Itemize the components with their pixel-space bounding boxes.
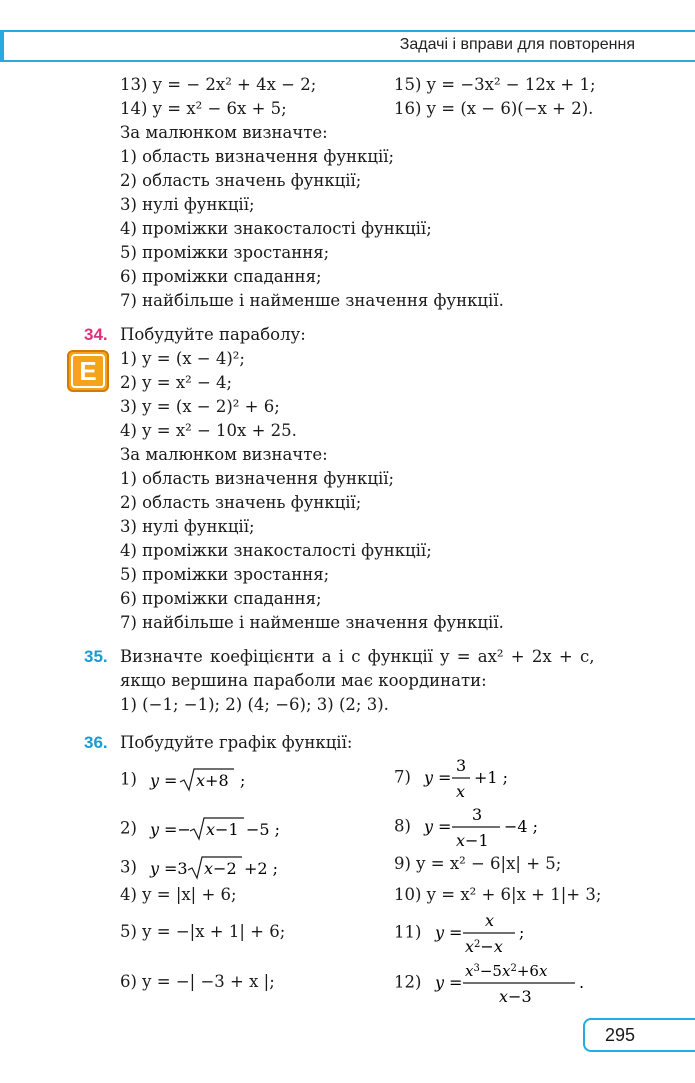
svg-text:=: = <box>448 923 463 942</box>
svg-text:y: y <box>150 771 160 790</box>
formula-11 <box>394 908 557 958</box>
svg-text:x−3: x−3 <box>498 987 532 1006</box>
function-item: 2) y = x² − 4; <box>120 373 233 392</box>
function-item: 3) y = (x − 2)² + 6; <box>120 397 280 416</box>
svg-text:y: y <box>434 923 444 942</box>
formula-2 <box>120 815 302 843</box>
formula-svg <box>427 908 557 958</box>
item-number: 11) <box>394 922 422 942</box>
formula-6: 6) y = −| −3 + x |; <box>120 972 275 991</box>
exercise-text: Визначте коефіцієнти a і c функції y = ax² + 2x + c, <box>120 647 595 666</box>
formula-12 <box>394 958 597 1008</box>
formula-svg <box>427 958 597 1008</box>
item-number: 3) <box>120 857 137 877</box>
formula-10: 10) y = x² + 6|x + 1|+ 3; <box>394 885 602 904</box>
item-number: 7) <box>394 767 411 787</box>
list-item: 4) проміжки знакосталості функції; <box>120 219 432 238</box>
svg-text:=: = <box>448 973 463 992</box>
function-13: 13) y = − 2x² + 4x − 2; <box>120 75 317 94</box>
function-item: 1) y = (x − 4)²; <box>120 349 245 368</box>
exercise-title: Побудуйте параболу: <box>120 325 306 344</box>
svg-text:=: = <box>438 768 452 787</box>
list-item: 7) найбільше і найменше значення функції. <box>120 613 504 632</box>
formula-svg <box>142 854 302 882</box>
list-item: 7) найбільше і найменше значення функції. <box>120 291 504 310</box>
formula-svg <box>416 802 556 852</box>
svg-text:x−1: x−1 <box>456 831 489 850</box>
level-badge-letter: Е <box>71 354 105 388</box>
svg-text:;: ; <box>518 923 525 942</box>
list-item: 5) проміжки зростання; <box>120 243 330 262</box>
svg-text:x+8: x+8 <box>196 771 229 790</box>
header-left-bar <box>0 30 4 62</box>
svg-text:x−2: x−2 <box>204 859 237 878</box>
list-item: 1) область визначення функції; <box>120 147 395 166</box>
svg-text:x: x <box>456 782 466 801</box>
item-number: 12) <box>394 972 422 992</box>
list-item: 3) нулі функції; <box>120 195 255 214</box>
intro-text: За малюнком визначте: <box>120 445 328 464</box>
exercise-text: якщо вершина параболи має координати: <box>120 671 487 690</box>
exercise-number-34: 34. <box>84 325 108 344</box>
formula-5: 5) y = −|x + 1| + 6; <box>120 922 286 941</box>
svg-text:x: x <box>484 911 494 930</box>
function-item: 4) y = x² − 10x + 25. <box>120 421 297 440</box>
formula-1 <box>120 766 272 794</box>
formula-svg <box>142 815 302 843</box>
svg-text:y: y <box>424 817 434 836</box>
header-title: Задачі і вправи для повторення <box>399 36 635 53</box>
svg-text:x2−x: $x^2-x$ <box>464 937 503 956</box>
exercise-text: 1) (−1; −1); 2) (4; −6); 3) (2; 3). <box>120 695 389 714</box>
list-item: 6) проміжки спадання; <box>120 267 322 286</box>
list-item: 3) нулі функції; <box>120 517 255 536</box>
svg-text:;: ; <box>240 771 246 790</box>
svg-text:x−1: x−1 <box>206 820 239 839</box>
svg-text:−4 ;: −4 ; <box>504 817 539 836</box>
intro-text: За малюнком визначте: <box>120 123 328 142</box>
svg-text:3: 3 <box>472 805 483 824</box>
item-number: 2) <box>120 818 137 838</box>
svg-text:=: = <box>164 771 178 790</box>
exercise-number-36: 36. <box>84 733 108 752</box>
svg-text:+2 ;: +2 ; <box>244 859 279 878</box>
svg-text:y: y <box>434 973 444 992</box>
svg-text:−5 ;: −5 ; <box>246 820 281 839</box>
item-number: 1) <box>120 769 137 789</box>
page-number: 295 <box>583 1018 695 1052</box>
list-item: 4) проміжки знакосталості функції; <box>120 541 432 560</box>
formula-svg <box>142 766 272 794</box>
exercise-title: Побудуйте графік функції: <box>120 733 353 752</box>
formula-9: 9) y = x² − 6|x| + 5; <box>394 854 562 873</box>
item-number: 8) <box>394 816 411 836</box>
list-item: 5) проміжки зростання; <box>120 565 330 584</box>
svg-text:x3−5x2+6x: $x^3-5x^2+6x$ <box>464 962 548 980</box>
list-item: 2) область значень функції; <box>120 493 362 512</box>
formula-4: 4) y = |x| + 6; <box>120 885 237 904</box>
svg-text:=: = <box>438 817 452 836</box>
svg-text:=3: =3 <box>164 859 188 878</box>
level-badge <box>67 350 109 392</box>
svg-text:.: . <box>578 973 584 992</box>
list-item: 6) проміжки спадання; <box>120 589 322 608</box>
function-14: 14) y = x² − 6x + 5; <box>120 99 287 118</box>
list-item: 2) область значень функції; <box>120 171 362 190</box>
function-15: 15) y = −3x² − 12x + 1; <box>394 75 596 94</box>
exercise-number-35: 35. <box>84 647 108 666</box>
formula-svg <box>416 753 536 803</box>
svg-text:+1 ;: +1 ; <box>474 768 509 787</box>
svg-text:3: 3 <box>456 756 467 775</box>
svg-text:y: y <box>150 859 160 878</box>
list-item: 1) область визначення функції; <box>120 469 395 488</box>
formula-8 <box>394 802 556 852</box>
svg-text:y: y <box>424 768 434 787</box>
svg-text:=−: =− <box>164 820 191 839</box>
formula-7 <box>394 753 536 803</box>
svg-text:y: y <box>150 820 160 839</box>
function-16: 16) y = (x − 6)(−x + 2). <box>394 99 594 118</box>
formula-3 <box>120 854 302 882</box>
